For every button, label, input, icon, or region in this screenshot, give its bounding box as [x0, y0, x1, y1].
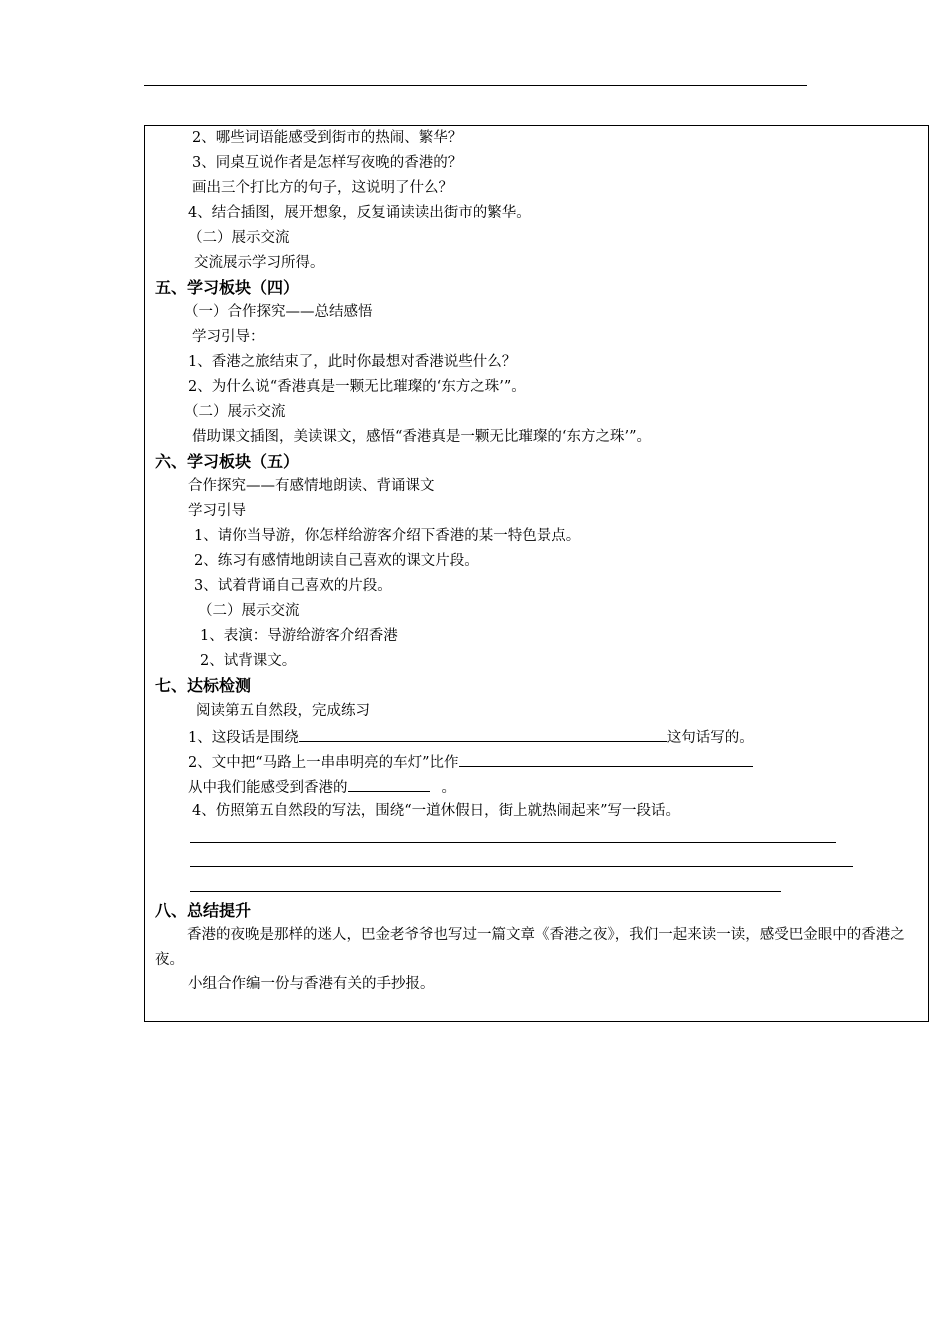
exercise-1-answer-blank[interactable]: [299, 727, 667, 742]
exchange-task-2: 2、试背课文。: [200, 653, 297, 669]
exercise-2-prefix: 2、文中把“马路上一串串明亮的车灯”比作: [188, 755, 459, 771]
exercise-4: 4、仿照第五自然段的写法，围绕“一道休假日，街上就热闹起来”写一段话。: [192, 803, 681, 819]
exercise-2: [188, 752, 753, 772]
exchange-results-text: 交流展示学习所得。: [194, 255, 325, 271]
section-6-heading: 六、学习板块（五）: [155, 452, 300, 471]
exercise-3-answer-blank[interactable]: [348, 777, 430, 792]
guide-task-3: 3、试着背诵自己喜欢的片段。: [194, 578, 392, 594]
writing-answer-line-2[interactable]: [190, 866, 853, 867]
learning-guide-label: 学习引导：: [192, 329, 265, 345]
cooperative-inquiry-subheading: 合作探究——有感情地朗读、背诵课文: [188, 478, 435, 494]
section-8-heading: 八、总结提升: [155, 901, 252, 920]
guide-task-2: 2、练习有感情地朗读自己喜欢的课文片段。: [194, 553, 479, 569]
exercise-3-prefix: 从中我们能感受到香港的: [188, 780, 348, 796]
learning-guide-label: 学习引导: [188, 503, 246, 519]
show-exchange-subheading: （二）展示交流: [188, 230, 290, 246]
page-header-rule: [144, 85, 807, 86]
question-2-text: 2、哪些词语能感受到街市的热闹、繁华？: [192, 130, 463, 146]
simile-instruction-text: 画出三个打比方的句子，这说明了什么？: [192, 180, 453, 196]
read-aloud-instruction: 借助课文插图，美读课文，感悟“香港真是一颗无比璀璨的‘东方之珠’”。: [192, 429, 652, 445]
exercise-1-suffix: 这句话写的。: [666, 730, 754, 746]
exercise-1: [188, 727, 754, 747]
exercise-2-answer-blank[interactable]: [459, 752, 753, 767]
guide-task-1: 1、请你当导游，你怎样给游客介绍下香港的某一特色景点。: [194, 528, 581, 544]
show-exchange-subheading: （二）展示交流: [198, 603, 300, 619]
guide-question-2: 2、为什么说“香港真是一颗无比璀璨的‘东方之珠’”。: [188, 379, 526, 395]
handwritten-newspaper-task: 小组合作编一份与香港有关的手抄报。: [188, 976, 435, 992]
writing-answer-line-3[interactable]: [190, 891, 781, 892]
show-exchange-subheading: （二）展示交流: [184, 404, 286, 420]
exercise-3-suffix: 。: [441, 780, 456, 796]
cooperative-inquiry-subheading: （一）合作探究——总结感悟: [184, 304, 373, 320]
exchange-task-1: 1、表演：导游给游客介绍香港: [200, 628, 398, 644]
section-7-heading: 七、达标检测: [155, 676, 252, 695]
exercise-3: [188, 777, 456, 797]
summary-paragraph: 香港的夜晚是那样的迷人，巴金老爷爷也写过一篇文章《香港之夜》，我们一起来读一读，感受巴金眼中的香港之夜。: [155, 927, 905, 968]
exercise-intro-text: 阅读第五自然段，完成练习: [196, 703, 370, 719]
question-4-text: 4、结合插图，展开想象，反复诵读读出街市的繁华。: [188, 205, 531, 221]
guide-question-1: 1、香港之旅结束了，此时你最想对香港说些什么？: [188, 354, 517, 370]
section-5-heading: 五、学习板块（四）: [155, 278, 300, 297]
writing-answer-line-1[interactable]: [190, 842, 836, 843]
exercise-1-prefix: 1、这段话是围绕: [188, 730, 299, 746]
question-3-text: 3、同桌互说作者是怎样写夜晚的香港的？: [192, 155, 463, 171]
